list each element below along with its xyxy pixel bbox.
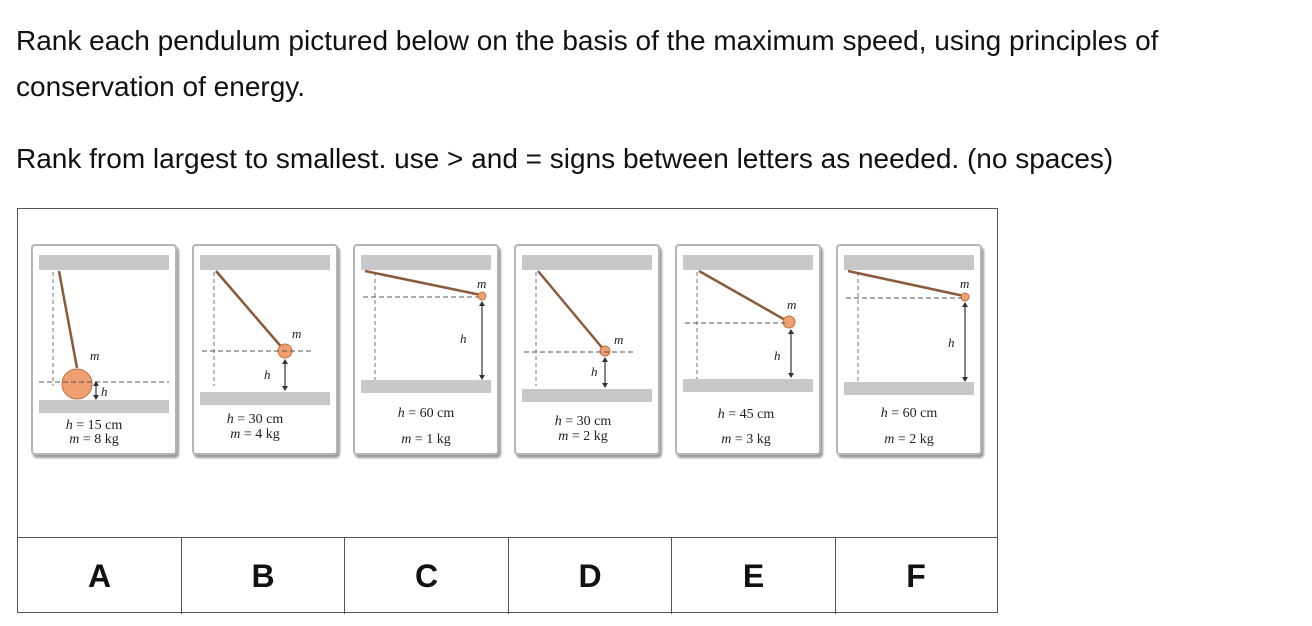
rank-item-b[interactable]: B <box>181 538 344 614</box>
rank-item-e[interactable]: E <box>671 538 835 614</box>
height-label: h <box>774 348 781 363</box>
mass-value: = 2 kg <box>571 429 608 444</box>
height-label: h <box>264 367 271 382</box>
pendulum-card-b: m h h = 30 cm m = 4 kg <box>192 244 338 455</box>
mass-value: = 3 kg <box>734 432 771 447</box>
mass-value: = 1 kg <box>414 432 451 447</box>
height-value: = 15 cm <box>76 418 123 433</box>
height-label: h <box>948 335 955 350</box>
height-value: = 60 cm <box>408 406 455 421</box>
rank-item-d[interactable]: D <box>508 538 671 614</box>
pendulum-ranking-panel <box>17 208 998 613</box>
mass-value: = 8 kg <box>82 432 119 447</box>
mass-value: = 2 kg <box>897 432 934 447</box>
ranking-instructions: Rank from largest to smallest. use > and = signs between letters as needed. (no spaces) <box>16 143 1114 174</box>
pendulum-card-e: m h h = 45 cm m = 3 kg <box>675 244 821 455</box>
pendulum-card-c: m h h = 60 cm m = 1 kg <box>353 244 499 455</box>
pendulum-card-d: m h h = 30 cm m = 2 kg <box>514 244 660 455</box>
mass-label: m <box>614 332 624 347</box>
pendulum-card-a: m h h = 15 cm m = 8 kg <box>31 244 177 455</box>
rank-item-a[interactable]: A <box>87 558 112 594</box>
rank-items-row <box>18 537 997 614</box>
mass-label: m <box>960 276 970 291</box>
rank-item-c[interactable]: C <box>344 538 508 614</box>
height-value: = 30 cm <box>237 412 284 427</box>
mass-label: m <box>90 348 100 363</box>
mass-label: m <box>292 326 302 341</box>
mass-label: m <box>787 297 797 312</box>
height-label: h <box>460 331 467 346</box>
mass-label: m <box>477 276 487 291</box>
height-value: = 60 cm <box>891 406 938 421</box>
mass-value: = 4 kg <box>243 427 280 442</box>
question-text: Rank each pendulum pictured below on the basis of the maximum speed, using principles of conservation of energy. <box>16 25 1159 102</box>
rank-item-f[interactable]: F <box>835 538 996 614</box>
pendulum-card-f: m h h = 60 cm m = 2 kg <box>836 244 982 455</box>
height-label: h <box>591 364 598 379</box>
height-value: = 30 cm <box>565 414 612 429</box>
height-value: = 45 cm <box>728 407 775 422</box>
height-label: h <box>101 384 108 399</box>
